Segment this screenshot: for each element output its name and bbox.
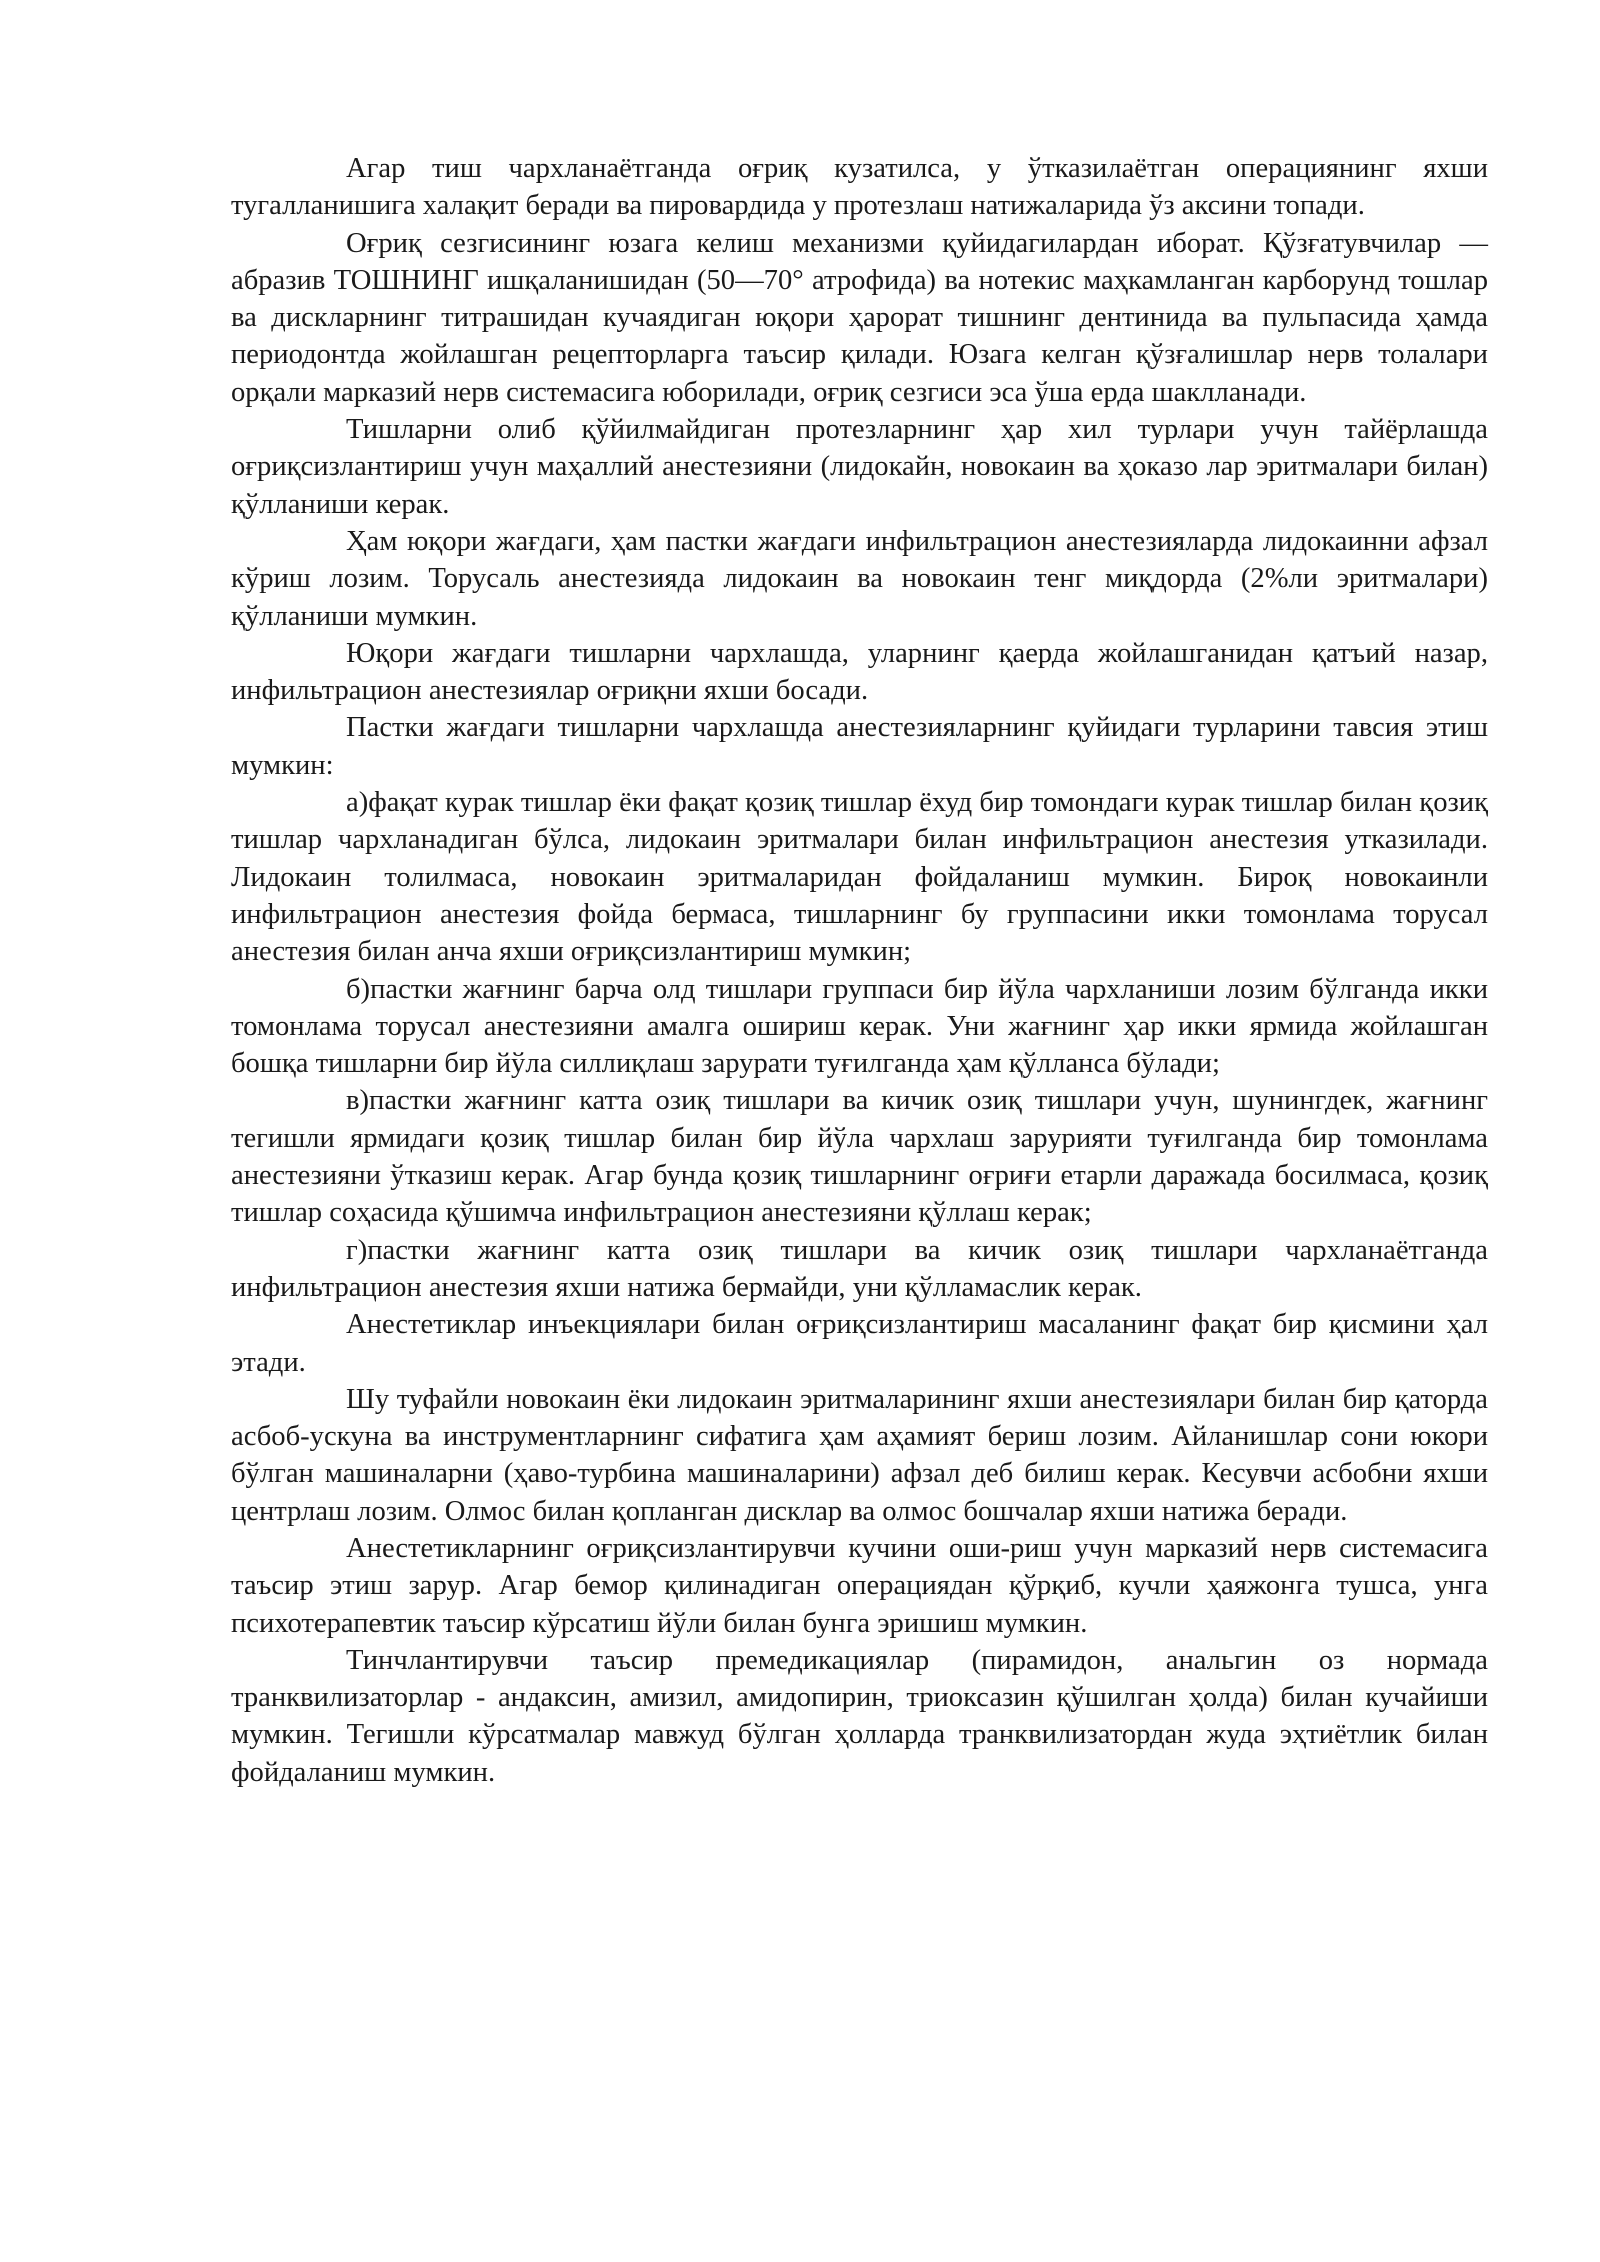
paragraph-4: Ҳам юқори жағдаги, ҳам пастки жағдаги инфильтрацион анестезияларда лидокаинни афзал кўриш лозим. Торусаль анестезияда лидокаин ва новокаин тенг миқдорда (2%ли эритмалари) қўлланиши мумкин. (231, 525, 1488, 632)
list-item-a: а)фақат курак тишлар ёки фақат қозиқ тишлар ёхуд бир томондаги курак тишлар билан қозиқ тишлар чархланадиган бўлса, лидокаин эритмалари билан инфильтрацион анестезия утказилади. Лидокаин толилмаса, новокаин эритмаларидан фойдаланиш мумкин. Бироқ новокаинли инфильтрацион анестезия фойда бермаса, тишларнинг бу группасини икки томонлама торусал анестезия билан анча яхши оғриқсизлантириш мумкин; (231, 787, 1488, 968)
paragraph-3: Тишларни олиб қўйилмайдиган протезларнинг ҳар хил турлари учун тайёрлашда оғриқсизлантириш учун маҳаллий анестезияни (лидокайн, новокаин ва ҳоказо лар эритмалари билан) қўлланиши керак. (231, 414, 1488, 520)
paragraph-9: Анестетикларнинг оғриқсизлантирувчи кучини оши-риш учун марказий нерв системасига таъсир этиш зарур. Агар бемор қилинадиган операциядан қўрқиб, кучли ҳаяжонга тушса, унга психотерапевтик таъсир кўрсатиш йўли билан бунга эришиш мумкин. (231, 1532, 1488, 1639)
paragraph-1: Агар тиш чархланаётганда оғриқ кузатилса, у ўтказилаётган операциянинг яхши тугалланишига халақит беради ва пировардида у протезлаш натижаларида ўз аксини топади. (231, 153, 1488, 222)
paragraph-8: Шу туфайли новокаин ёки лидокаин эритмаларининг яхши анестезиялари билан бир қаторда асбоб-ускуна ва инструментларнинг сифатига ҳам аҳамият бериш лозим. Айланишлар сони юкори бўлган машиналарни (ҳаво-турбина машиналарини) афзал деб билиш керак. Кесувчи асбобни яхши центрлаш лозим. Олмос билан қопланган дисклар ва олмос бошчалар яхши натижа беради. (231, 1383, 1488, 1527)
document-body (231, 150, 1488, 1791)
paragraph-7: Анестетиклар инъекциялари билан оғриқсизлантириш масаланинг фақат бир қисмини ҳал этади. (231, 1309, 1488, 1378)
paragraph-10: Тинчлантирувчи таъсир премедикациялар (пирамидон, анальгин оз нормада транквилизаторлар - андаксин, амизил, амидопирин, триоксазин қўшилган ҳолда) билан кучайиши мумкин. Тегишли кўрсатмалар мавжуд бўлган ҳолларда транквилизатордан жуда эҳтиётлик билан фойдаланиш мумкин. (231, 1644, 1488, 1788)
paragraph-6: Пастки жағдаги тишларни чархлашда анестезияларнинг қуйидаги турларини тавсия этиш мумкин: (231, 712, 1488, 781)
list-item-g: г)пастки жағнинг катта озиқ тишлари ва кичик озиқ тишлари чархланаётганда инфильтрацион анестезия яхши натижа бермайди, уни қўлламаслик керак. (231, 1234, 1488, 1303)
paragraph-2: Оғриқ сезгисининг юзага келиш механизми қуйидагилардан иборат. Қўзғатувчилар — абразив ТОШНИНГ ишқаланишидан (50—70° атрофида) ва нотекис маҳкамланган карборунд тошлар ва дискларнинг титрашидан кучаядиган юқори ҳарорат тишнинг дентинида ва пульпасида ҳамда периодонтда жойлашган рецепторларга таъсир қилади. Юзага келган қўзғалишлар нерв толалари орқали марказий нерв системасига юборилади, оғриқ сезгиси эса ўша ерда шаклланади. (231, 227, 1488, 408)
list-item-v: в)пастки жағнинг катта озиқ тишлари ва кичик озиқ тишлари учун, шунингдек, жағнинг тегишли ярмидаги қозиқ тишлар билан бир йўла чархлаш зарурияти туғилганда бир томонлама анестезияни ўтказиш керак. Агар бунда қозиқ тишларнинг оғриғи етарли даражада босилмаса, қозиқ тишлар соҳасида қўшимча инфильтрацион анестезияни қўллаш керак; (231, 1085, 1488, 1229)
paragraph-5: Юқори жағдаги тишларни чархлашда, уларнинг қаерда жойлашганидан қатъий назар, инфильтрацион анестезиялар оғриқни яхши босади. (231, 637, 1488, 707)
list-item-b: б)пастки жағнинг барча олд тишлари группаси бир йўла чархланиши лозим бўлганда икки томонлама торусал анестезияни амалга ошириш керак. Уни жағнинг ҳар икки ярмида жойлашган бошқа тишларни бир йўла силлиқлаш зарурати туғилганда ҳам қўлланса бўлади; (231, 973, 1488, 1080)
